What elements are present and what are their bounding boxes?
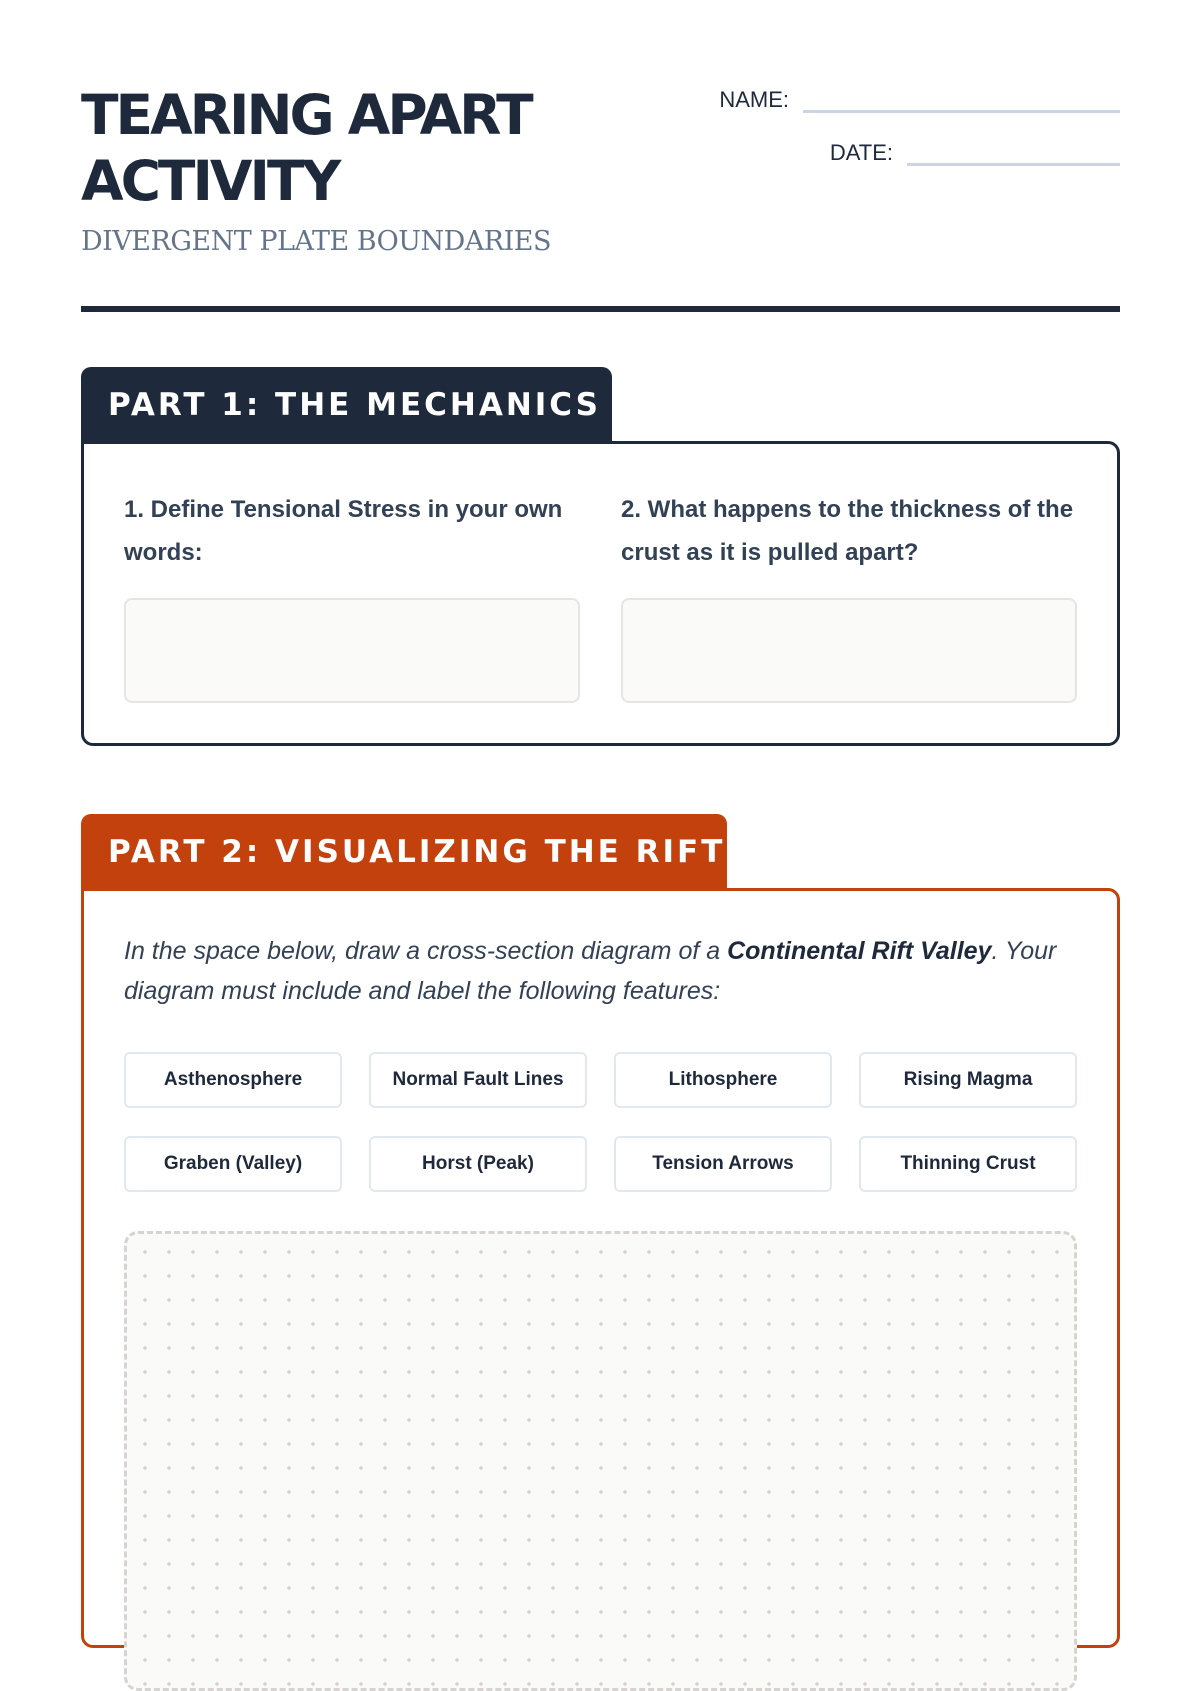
title-line-1: TEARING APART [81,83,531,147]
worksheet-title [81,82,531,214]
date-line[interactable] [907,137,1120,166]
part2-heading: PART 2: VISUALIZING THE RIFT [81,814,727,890]
answer-box-2[interactable] [621,598,1077,703]
instructions-text-start: In the space below, draw a cross-section diagram of a [124,937,728,965]
part2-section [81,888,1120,1648]
worksheet-page [81,0,1120,1600]
feature-chip: Graben (Valley) [124,1136,342,1192]
worksheet-subtitle: DIVERGENT PLATE BOUNDARIES [81,226,551,257]
date-label: DATE: [829,140,893,165]
feature-chip: Thinning Crust [859,1136,1077,1192]
name-field [719,84,1120,113]
feature-list [124,1052,1077,1192]
diagram-drawing-area[interactable] [124,1231,1077,1691]
header-divider [81,306,1120,312]
question-1: 1. Define Tensional Stress in your own words: [124,496,563,566]
feature-chip: Rising Magma [859,1052,1077,1108]
feature-chip: Tension Arrows [614,1136,832,1192]
title-line-2: ACTIVITY [81,149,339,213]
feature-chip: Normal Fault Lines [369,1052,587,1108]
name-label: NAME: [719,87,789,112]
feature-chip: Lithosphere [614,1052,832,1108]
part1-section [81,441,1120,746]
feature-chip: Horst (Peak) [369,1136,587,1192]
part1-heading: PART 1: THE MECHANICS [81,367,612,443]
feature-chip: Asthenosphere [124,1052,342,1108]
answer-box-1[interactable] [124,598,580,703]
instructions-emphasis: Continental Rift Valley [727,937,992,965]
question-2: 2. What happens to the thickness of the crust as it is pulled apart? [621,496,1074,566]
instructions-text-end: . Your diagram must include and label the following features: [124,937,1057,1005]
diagram-instructions [124,931,1074,1011]
date-field [830,137,1120,166]
name-line[interactable] [803,84,1120,113]
